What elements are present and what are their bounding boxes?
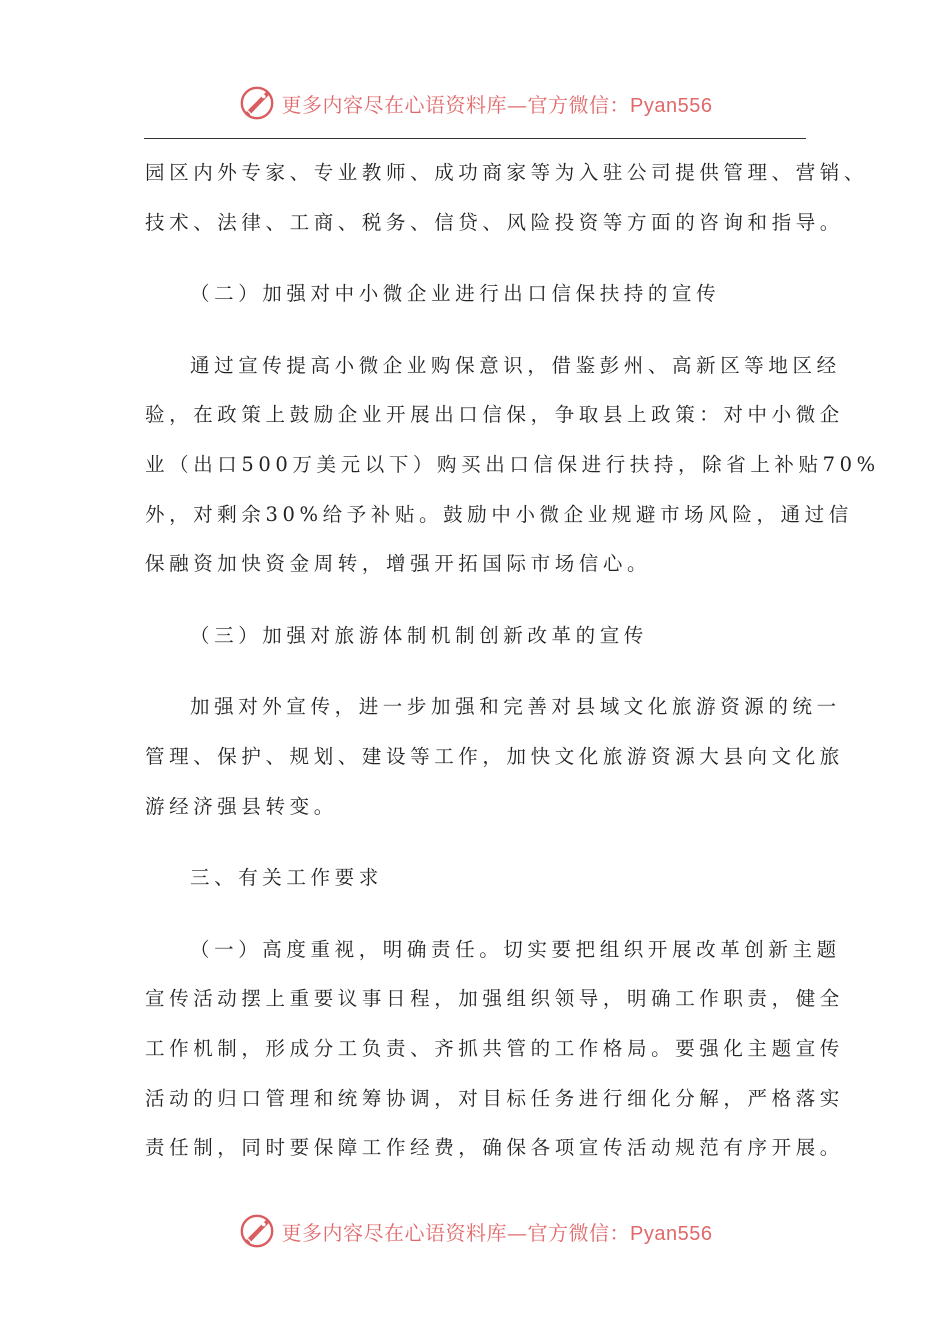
banner-label: 更多内容尽在心语资料库—官方微信： (281, 92, 631, 117)
text-line: 工作机制，形成分工负责、齐抓共管的工作格局。要强化主题宣传 (145, 1036, 844, 1060)
text-line: 园区内外专家、专业教师、成功商家等为入驻公司提供管理、营销、 (145, 161, 869, 184)
pen-logo-icon (238, 1212, 276, 1250)
text-line: 宣传活动摆上重要议事日程，加强组织领导，明确工作职责，健全 (145, 987, 844, 1011)
heading-line: 三、有关工作要求 (190, 866, 383, 890)
heading-line: （二）加强对中小微企业进行出口信保扶持的宣传 (190, 282, 721, 306)
text-line: 外，对剩余30%给予补贴。鼓励中小微企业规避市场风险，通过信 (145, 502, 853, 526)
text-line: 技术、法律、工商、税务、信贷、风险投资等方面的咨询和指导。 (145, 210, 844, 234)
heading-line: （三）加强对旅游体制机制创新改革的宣传 (190, 623, 648, 647)
paragraph-export-credit (145, 341, 880, 589)
text-line: 通过宣传提高小微企业购保意识，借鉴彭州、高新区等地区经 (190, 353, 841, 377)
text-line: 业（出口500万美元以下）购买出口信保进行扶持，除省上补贴70% (145, 452, 880, 476)
paragraph-responsibility (145, 925, 844, 1173)
section-heading-3 (145, 611, 807, 661)
wechat-id: Pyan556 (630, 1222, 713, 1245)
section-heading-2 (145, 269, 807, 319)
document-body (145, 148, 880, 1173)
footer-watermark (0, 1212, 950, 1250)
header-divider (144, 138, 806, 139)
header-watermark (0, 84, 950, 122)
paragraph-tourism (145, 682, 844, 831)
banner-text (282, 1217, 713, 1246)
pen-logo-icon (238, 84, 276, 122)
text-line: 管理、保护、规划、建设等工作，加快文化旅游资源大县向文化旅 (145, 744, 844, 768)
banner-label: 更多内容尽在心语资料库—官方微信： (281, 1220, 631, 1245)
text-line: 游经济强县转变。 (145, 794, 338, 818)
paragraph-continuation (145, 148, 869, 247)
text-line: （一）高度重视，明确责任。切实要把组织开展改革创新主题 (190, 937, 841, 961)
wechat-id: Pyan556 (630, 94, 713, 117)
section-heading-requirements (145, 853, 807, 903)
banner-text (282, 89, 713, 118)
text-line: 保融资加快资金周转，增强开拓国际市场信心。 (145, 552, 652, 576)
text-line: 活动的归口管理和统筹协调，对目标任务进行细化分解，严格落实 (145, 1086, 844, 1110)
text-line: 责任制，同时要保障工作经费，确保各项宣传活动规范有序开展。 (145, 1136, 844, 1160)
text-line: 验，在政策上鼓励企业开展出口信保，争取县上政策：对中小微企 (145, 403, 844, 427)
text-line: 加强对外宣传，进一步加强和完善对县域文化旅游资源的统一 (190, 695, 841, 719)
